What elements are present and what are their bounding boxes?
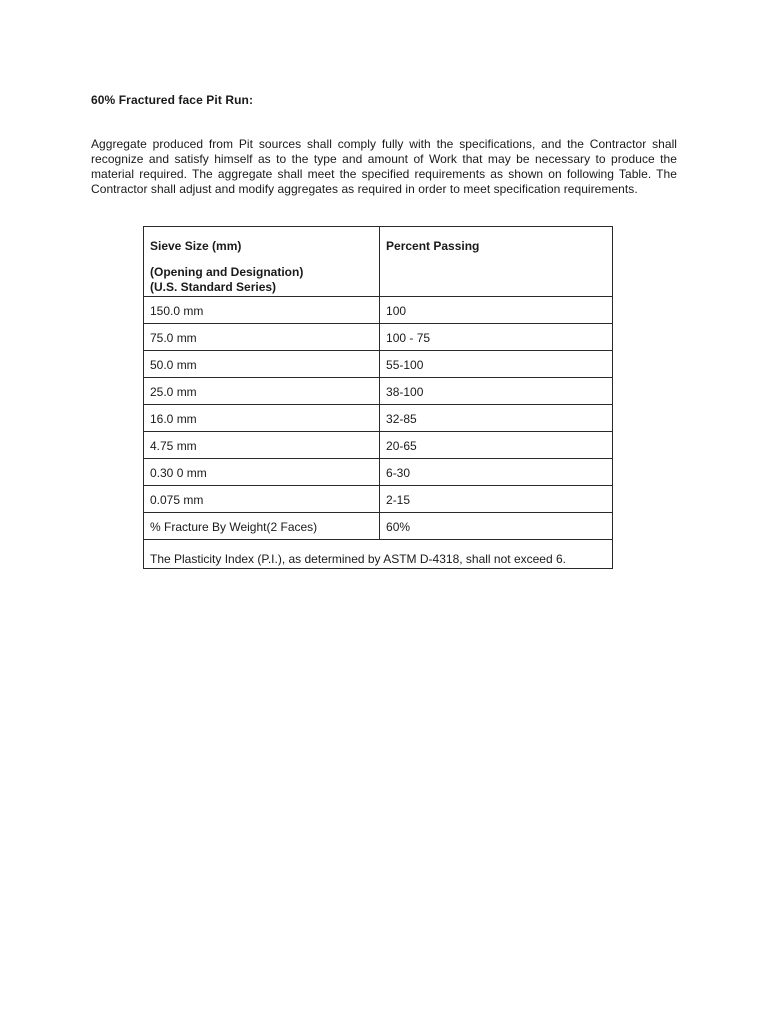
sieve-size-header	[144, 227, 380, 297]
table-row	[144, 378, 613, 405]
sieve-size-cell: 50.0 mm	[144, 351, 380, 378]
table-row	[144, 432, 613, 459]
sieve-size-subtitle-line-1: (Opening and Designation)	[150, 265, 304, 279]
percent-passing-cell: 100 - 75	[380, 324, 613, 351]
percent-passing-cell: 100	[380, 297, 613, 324]
sieve-size-cell: % Fracture By Weight(2 Faces)	[144, 513, 380, 540]
percent-passing-cell: 38-100	[380, 378, 613, 405]
table-row	[144, 486, 613, 513]
sieve-size-cell: 150.0 mm	[144, 297, 380, 324]
plasticity-note-row	[144, 540, 613, 569]
sieve-size-cell: 0.30 0 mm	[144, 459, 380, 486]
percent-passing-cell: 20-65	[380, 432, 613, 459]
percent-passing-cell: 32-85	[380, 405, 613, 432]
sieve-size-cell: 75.0 mm	[144, 324, 380, 351]
table-row	[144, 459, 613, 486]
table-header-row	[144, 227, 613, 297]
sieve-size-subtitle-line-2: (U.S. Standard Series)	[150, 280, 277, 294]
percent-passing-header: Percent Passing	[380, 227, 613, 297]
percent-passing-cell: 60%	[380, 513, 613, 540]
sieve-size-cell: 16.0 mm	[144, 405, 380, 432]
percent-passing-cell: 6-30	[380, 459, 613, 486]
gradation-table	[143, 226, 613, 569]
percent-passing-cell: 55-100	[380, 351, 613, 378]
table-row	[144, 351, 613, 378]
plasticity-note: The Plasticity Index (P.I.), as determined by ASTM D-4318, shall not exceed 6.	[144, 540, 613, 569]
percent-passing-cell: 2-15	[380, 486, 613, 513]
table-row	[144, 297, 613, 324]
sieve-size-cell: 4.75 mm	[144, 432, 380, 459]
sieve-size-cell: 25.0 mm	[144, 378, 380, 405]
table-row	[144, 513, 613, 540]
intro-paragraph: Aggregate produced from Pit sources shall comply fully with the specifications, and the Contractor shall recognize and satisfy himself as to the type and amount of Work that may be necessary to produce the material required. The aggregate shall meet the specified requirements as shown on following Table. The Contractor shall adjust and modify aggregates as required in order to meet specification requirements.	[91, 137, 677, 196]
table-row	[144, 405, 613, 432]
sieve-size-title: Sieve Size (mm)	[150, 239, 242, 253]
section-heading: 60% Fractured face Pit Run:	[91, 93, 254, 107]
table-row	[144, 324, 613, 351]
sieve-size-cell: 0.075 mm	[144, 486, 380, 513]
sieve-size-subtitle	[150, 265, 379, 295]
